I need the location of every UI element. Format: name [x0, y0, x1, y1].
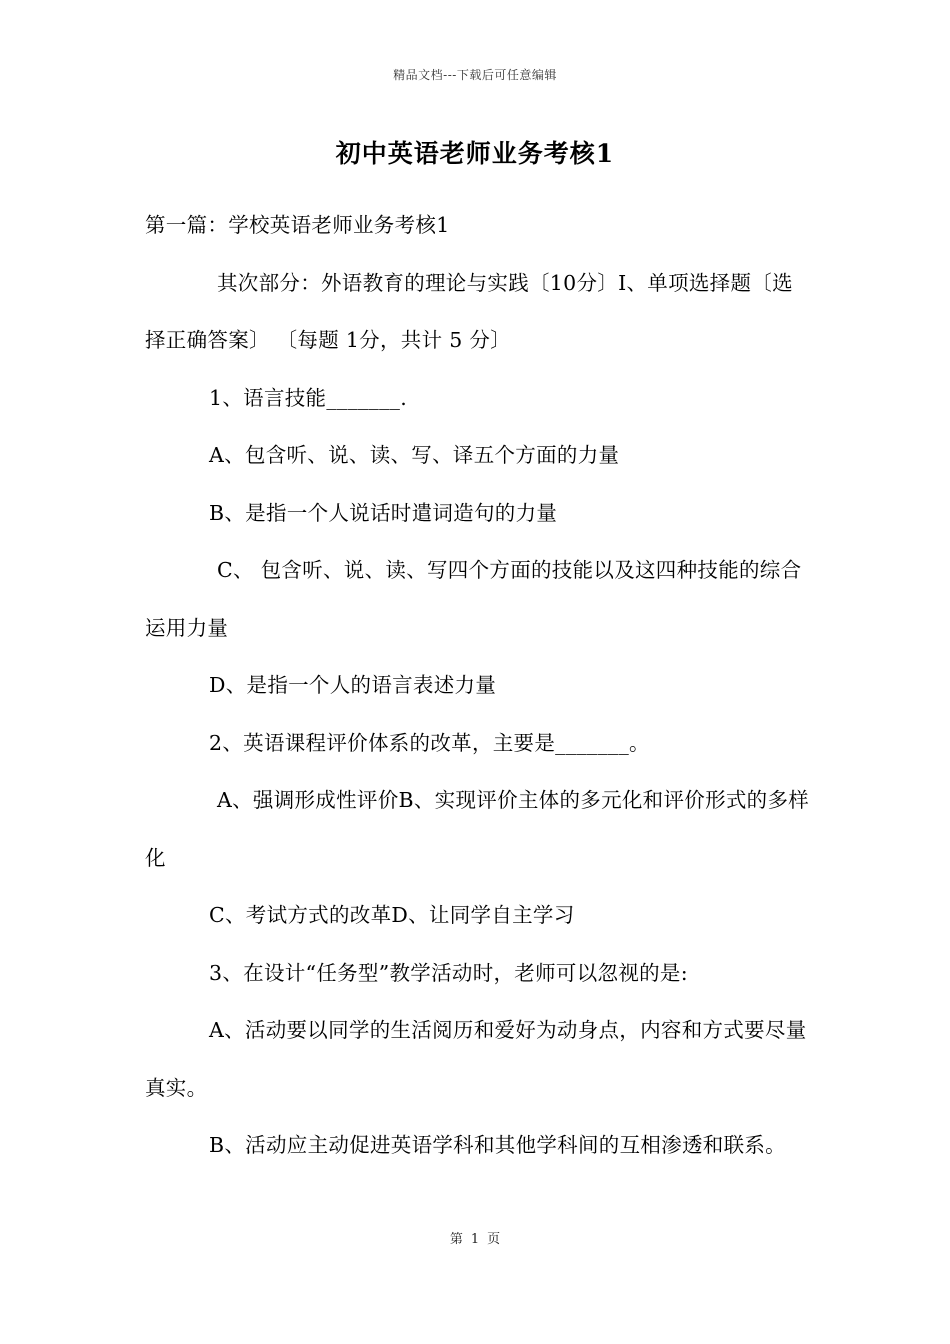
question-1-option-a: A、包含听、说、读、写、译五个方面的力量 — [209, 443, 620, 467]
question-3: 3、在设计“任务型”教学活动时，老师可以忽视的是: — [209, 960, 688, 985]
question-2: 2、英语课程评价体系的改革，主要是_______。 — [209, 730, 650, 755]
question-3-option-b: B、活动应主动促进英语学科和其他学科间的互相渗透和联系。 — [209, 1133, 786, 1157]
page-suffix: 页 — [487, 1232, 501, 1247]
page-prefix: 第 — [449, 1232, 463, 1247]
document-title: 初中英语老师业务考核1 — [335, 139, 615, 168]
question-1: 1、语言技能_______. — [209, 385, 408, 410]
section-heading: 第一篇：学校英语老师业务考核1 — [145, 213, 450, 237]
question-1-option-d: D、是指一个人的语言表述力量 — [209, 673, 497, 697]
part-intro-paragraph: 其次部分：外语教育的理论与实践〔10分〕I、单项选择题〔选择正确答案〕 〔每题 1分，共计 5 分〕 — [145, 270, 793, 352]
document-body — [145, 197, 810, 1175]
page-number: 1 — [470, 1232, 480, 1247]
question-1-option-b: B、是指一个人说话时遣词造句的力量 — [209, 500, 558, 525]
question-3-option-a: A、活动要以同学的生活阅历和爱好为动身点，内容和方式要尽量真实。 — [145, 1018, 807, 1100]
header-note: 精品文档---下载后可任意编辑 — [393, 68, 557, 82]
question-2-options-cd: C、考试方式的改革D、让同学自主学习 — [209, 903, 575, 927]
question-1-option-c: C、 包含听、说、读、写四个方面的技能以及这四种技能的综合运用力量 — [145, 558, 802, 640]
page-footer — [0, 1228, 950, 1247]
question-2-options-ab: A、强调形成性评价B、实现评价主体的多元化和评价形式的多样化 — [145, 788, 810, 870]
